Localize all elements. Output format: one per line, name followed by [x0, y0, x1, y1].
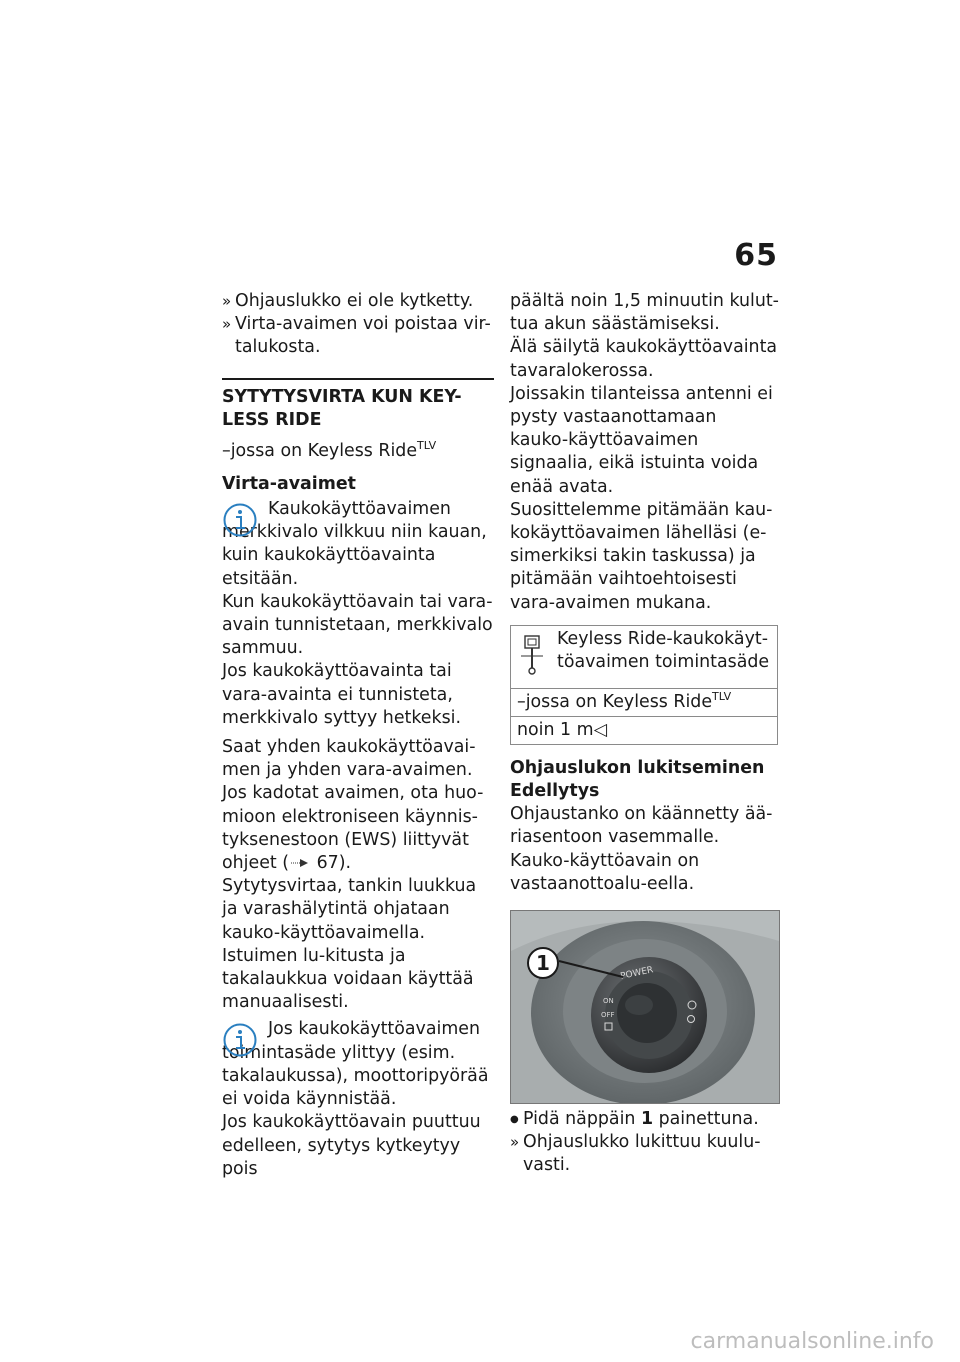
paragraph-antenna: Joissakin tilanteissa antenni ei pysty vastaanottamaan kauko-käyttöavaimen signaalia, eikä istuinta voida enää avata.: [510, 383, 773, 497]
spec-header: [511, 625, 778, 688]
spec-title: Keyless Ride-kaukokäyt-töavaimen toimintasäde: [557, 628, 770, 672]
paragraph-key-set: Saat yhden kaukokäyttöavai-men ja yhden vara-avaimen. Jos kadotat avaimen, ota huo-mioon elektroniseen käynnis-tyksenestoon (EWS) liittyvät ohjeet ( 67).: [222, 737, 484, 874]
info-icon: [222, 1022, 258, 1058]
info-note-2: [222, 1018, 494, 1111]
para3-text: Saat yhden kaukokäyttöavai-men ja yhden vara-avaimen. Jos kadotat avaimen, ota huo-mioon elektroniseen käynnis-tyksenestoon (EWS) liittyvät ohjeet: [222, 737, 484, 874]
photo-label-power: POWER: [619, 965, 655, 982]
info-note-1: [222, 498, 494, 591]
note-2-text: Jos kaukokäyttöavaimen toimintasäde ylittyy (esim. takalaukussa), moottoripyörää ei voida käynnistää.: [222, 1019, 489, 1110]
photo-label-off: OFF: [601, 1011, 615, 1020]
right-column: [510, 290, 780, 1178]
spec-qualifier: [511, 688, 778, 716]
left-column: [222, 290, 494, 1181]
paragraph-key-missing: Jos kaukokäyttöavain puuttuu edelleen, sytytys kytkeytyy pois: [222, 1112, 481, 1179]
photo-callout-number: 1: [536, 951, 550, 976]
photo-label-on: ON: [603, 997, 614, 1006]
paragraph-recommendation: Suosittelemme pitämään kau-kokäyttöavaimen lähelläsi (e-simerkiksi takin taskussa) ja pitämään vaihtoehtoisesti vara-avaimen mukana.: [510, 499, 773, 613]
subhead-keys: Virta-avaimet: [222, 473, 356, 494]
paragraph-battery-saving: päältä noin 1,5 minuutin kulut-tua akun säästämiseksi.: [510, 291, 779, 335]
step-press-button: [510, 1108, 780, 1131]
section-title-ignition: SYTYTYSVIRTA KUN KEY-LESS RIDE: [222, 386, 462, 430]
page-number: 65: [734, 238, 778, 273]
spec-qualifier-text: –jossa on Keyless Ride: [517, 691, 713, 712]
qualifier-text: –jossa on Keyless Ride: [222, 440, 418, 461]
spec-qualifier-sup: TLV: [712, 690, 732, 704]
page-ref-arrow-icon: [289, 857, 311, 869]
spec-table-range: [510, 625, 778, 745]
result-key-removable: » Virta-avaimen voi poistaa vir-talukosta.: [222, 313, 494, 359]
qualifier-sup: TLV: [417, 438, 437, 452]
page-ref-link[interactable]: 67).: [316, 853, 352, 874]
paragraph-key-not-recognized: Jos kaukokäyttöavainta tai vara-avainta ei tunnisteta, merkkivalo syttyy hetkeksi.: [222, 661, 461, 728]
spec-value-text: noin 1 m: [517, 719, 594, 740]
result-steering-lock: » Ohjauslukko ei ole kytketty.: [222, 290, 494, 313]
paragraph-key-recognized: Kun kaukokäyttöavain tai vara-avain tunnistetaan, merkkivalo sammuu.: [222, 591, 493, 659]
ignition-switch-illustration: [511, 911, 779, 1103]
subhead-condition: Edellytys: [510, 781, 600, 802]
spec-wrench-icon: [519, 634, 545, 676]
section-divider: [222, 378, 494, 386]
ignition-switch-photo: [510, 910, 780, 1104]
paragraph-remote-control: Sytytysvirtaa, tankin luukkua ja varashälytintä ohjataan kauko-käyttöavaimella. Istuimen lu-kitusta ja takalaukkua voidaan käyttää manuaalisesti.: [222, 876, 477, 1013]
equipment-qualifier: [222, 440, 494, 463]
info-icon: [222, 502, 258, 538]
note-1-text: Kaukokäyttöavaimen merkkivalo vilkkuu niin kauan, kuin kaukokäyttöavainta etsitään.: [222, 499, 487, 589]
paragraph-storage-warning: Älä säilytä kaukokäyttöavainta tavaralokerossa.: [510, 337, 778, 381]
step-suffix: painettuna.: [658, 1109, 759, 1130]
step-ref: 1: [640, 1109, 654, 1130]
watermark: carmanualsonline.info: [690, 1329, 934, 1354]
paragraph-condition: Ohjaustanko on käännetty ää-riasentoon vasemmalle. Kauko-käyttöavain on vastaanottoalu-eella.: [510, 804, 773, 894]
spec-value: [511, 716, 778, 744]
result-lock-engaged: » Ohjauslukko lukittuu kuulu-vasti.: [510, 1131, 780, 1177]
section-title-steering-lock: Ohjauslukon lukitseminen: [510, 757, 765, 778]
spec-value-mark: ◁: [593, 719, 607, 740]
step-prefix: Pidä näppäin: [523, 1109, 636, 1130]
